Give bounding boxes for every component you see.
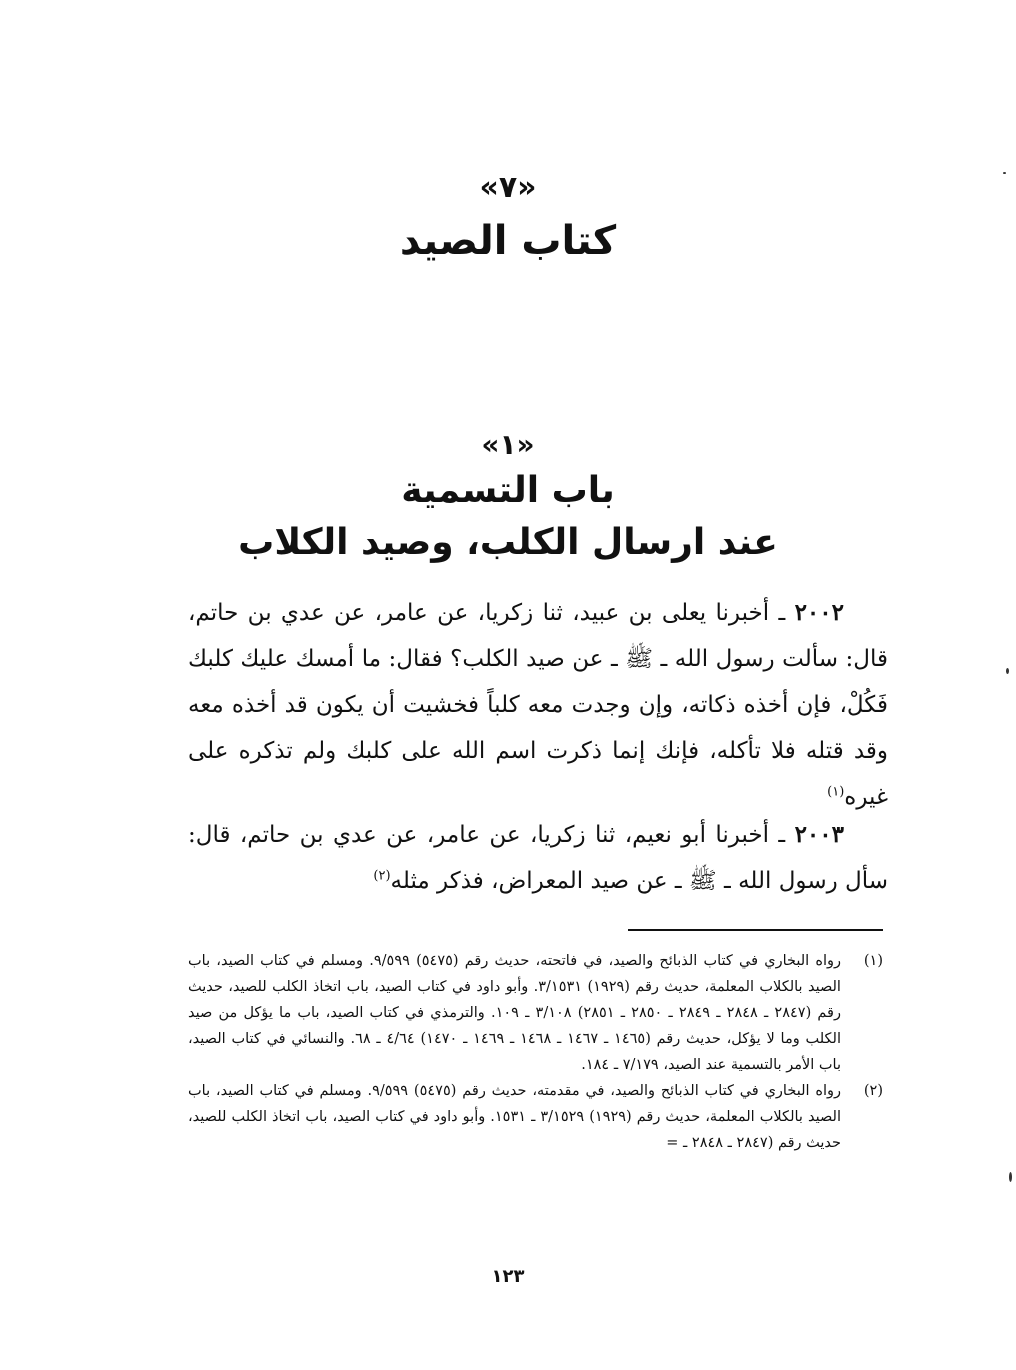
chapter-number: «٧» [479,170,537,205]
scan-speck [1003,172,1006,174]
footnote [188,948,883,1078]
hadith-number: ٢٠٠٢ [794,599,844,626]
footnote-ref: (٢) [373,868,391,884]
hadith-text: ـ أخبرنا يعلى بن عبيد، ثنا زكريا، عن عامر، عن عدي بن حاتم، قال: سألت رسول الله ـ ﷺ ـ عن صيد الكلب؟ فقال: ما أمسك عليك كلبك فَكُلْ، فإن أخذه ذكاته، وإن وجدت معه كلباً فخشيت أن يكون قد أخذه معه وقد قتله فلا تأكله، فإنك إنما ذكرت اسم الله على كلبك ولم تذكره على غيره [188,600,888,810]
footnote-divider [628,929,883,931]
footnote-ref: (١) [827,784,845,800]
section-title-line1: باب التسمية [401,470,615,511]
footnote-text: رواه البخاري في كتاب الذبائح والصيد، في فاتحته، حديث رقم (٥٤٧٥) ٩/٥٩٩. ومسلم في كتاب الصيد، باب الصيد بالكلاب المعلمة، حديث رقم (١٩٢٩) ٣/١٥٣١. وأبو داود في كتاب الصيد، باب اتخاذ الكلب للصيد، حديث رقم (٢٨٤٧ ـ ٢٨٤٨ ـ ٢٨٤٩ ـ ٢٨٥٠ ـ ٢٨٥١) ٣/١٠٨ ـ ١٠٩. والترمذي في كتاب الصيد، باب ما يؤكل من صيد الكلب وما لا يؤكل، حديث رقم (١٤٦٥ ـ ١٤٦٧ ـ ١٤٦٨ ـ ١٤٦٩ ـ ١٤٧٠) ٤/٦٤ ـ ٦٨. والنسائي في كتاب الصيد، باب الأمر بالتسمية عند الصيد، ٧/١٧٩ ـ ١٨٤. [188,953,841,1073]
hadith-paragraph [188,812,888,904]
footnote [188,1078,883,1156]
hadith-paragraph [188,590,888,820]
section-number: «١» [481,428,535,461]
footnote-number: (١) [863,953,883,969]
footnote-number: (٢) [863,1083,883,1099]
footnotes-section [188,948,883,1156]
scan-speck [1009,1172,1012,1182]
scan-speck [1006,668,1009,674]
section-title-line2: عند ارسال الكلب، وصيد الكلاب [238,522,778,563]
hadith-number: ٢٠٠٣ [794,821,844,848]
chapter-title: كتاب الصيد [399,218,617,264]
page-number: ١٢٣ [491,1266,525,1287]
hadith-text: ـ أخبرنا أبو نعيم، ثنا زكريا، عن عامر، عن عدي بن حاتم، قال: سأل رسول الله ـ ﷺ ـ عن صيد المعراض، فذكر مثله [188,822,888,894]
footnote-text: رواه البخاري في كتاب الذبائح والصيد، في مقدمته، حديث رقم (٥٤٧٥) ٩/٥٩٩. ومسلم في كتاب الصيد، باب الصيد بالكلاب المعلمة، حديث رقم (١٩٢٩) ٣/١٥٢٩ ـ ١٥٣١. وأبو داود في كتاب الصيد، باب اتخاذ الكلب للصيد، حديث رقم (٢٨٤٧ ـ ٢٨٤٨ ـ = [188,1083,841,1151]
